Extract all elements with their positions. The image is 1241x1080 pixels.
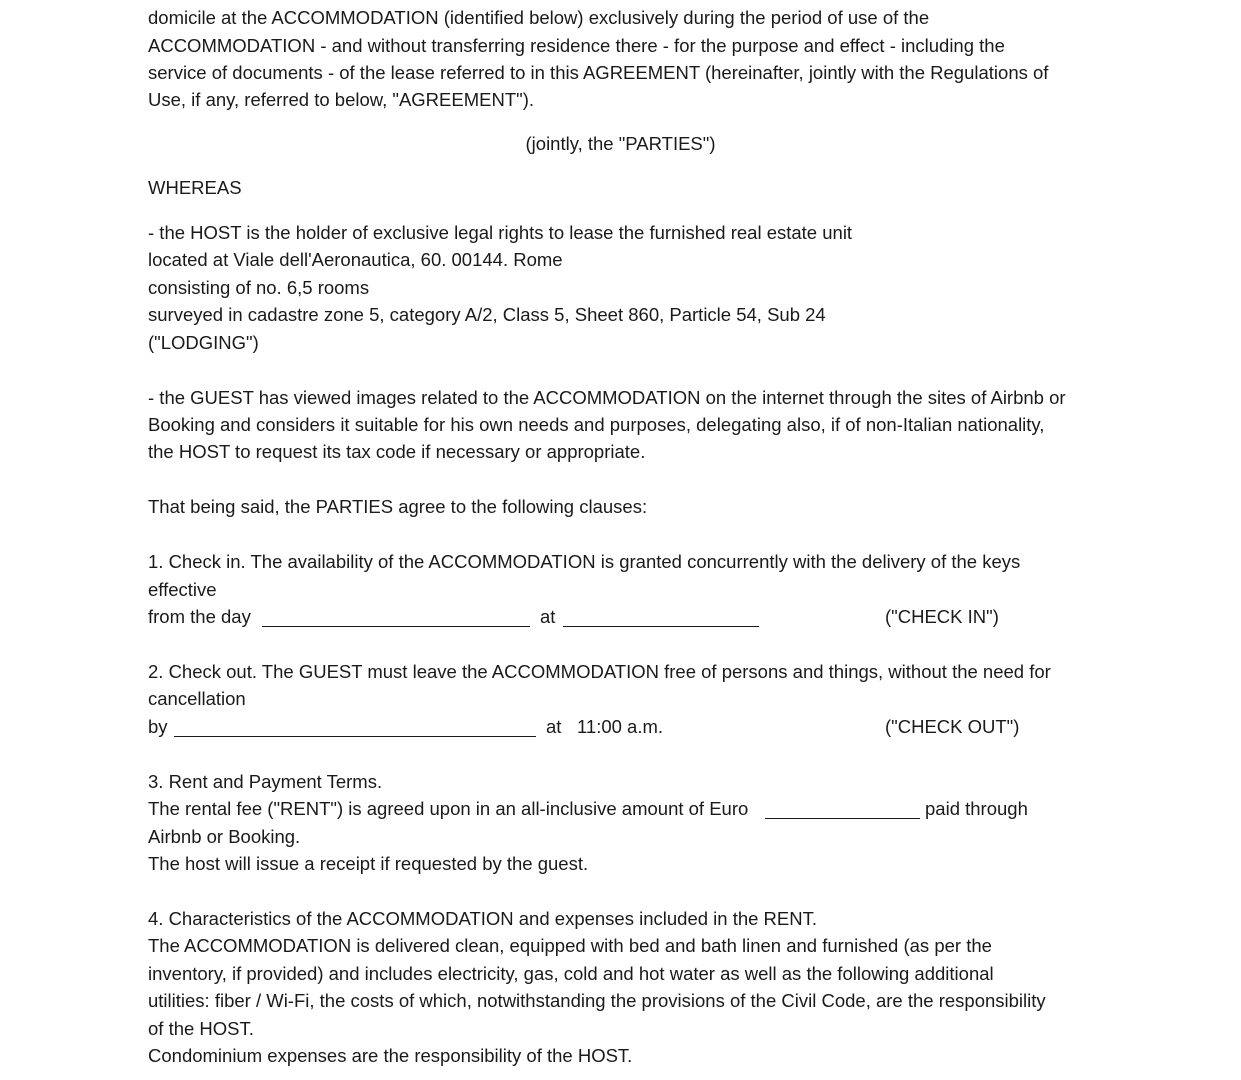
checkin-time-blank[interactable] (563, 610, 759, 627)
clause2-line: cancellation (148, 688, 246, 709)
clause2-by-label: by (148, 716, 168, 737)
clause4-line: The ACCOMMODATION is delivered clean, equipped with bed and bath linen and furnished (as per the (148, 935, 992, 956)
clause4-line: inventory, if provided) and includes electricity, gas, cold and hot water as well as the following additional (148, 963, 994, 984)
clause1-line: effective (148, 579, 217, 600)
clause1-from-label: from the day (148, 606, 251, 627)
intro-line: ACCOMMODATION - and without transferring residence there - for the purpose and effect - including the (148, 35, 1005, 56)
checkout-date-blank[interactable] (174, 720, 536, 737)
whereas-guest-line: the HOST to request its tax code if necessary or appropriate. (148, 441, 646, 462)
checkout-tag: ("CHECK OUT") (885, 716, 1020, 737)
clause4-line: Condominium expenses are the responsibility of the HOST. (148, 1045, 633, 1066)
intro-line: service of documents - of the lease referred to in this AGREEMENT (hereinafter, jointly with the Regulations of (148, 62, 1049, 83)
rent-amount-blank[interactable] (765, 802, 920, 819)
clause4-line: utilities: fiber / Wi-Fi, the costs of which, notwithstanding the provisions of the Civil Code, are the responsibility (148, 990, 1046, 1011)
clause2-at-label: at (546, 716, 562, 737)
intro-line: Use, if any, referred to below, "AGREEMENT"). (148, 89, 534, 110)
clause3-line: Airbnb or Booking. (148, 826, 301, 847)
whereas-host-line: consisting of no. 6,5 rooms (148, 277, 370, 298)
clause3-heading: 3. Rent and Payment Terms. (148, 771, 383, 792)
whereas-host-line: - the HOST is the holder of exclusive legal rights to lease the furnished real estate unit (148, 222, 853, 243)
clause4-heading: 4. Characteristics of the ACCOMMODATION and expenses included in the RENT. (148, 908, 818, 929)
clause3-line: The host will issue a receipt if requested by the guest. (148, 853, 589, 874)
clause1-line: 1. Check in. The availability of the ACCOMMODATION is granted concurrently with the delivery of the keys (148, 551, 1021, 572)
clause1-at-label: at (540, 606, 556, 627)
whereas-host-line: surveyed in cadastre zone 5, category A/2, Class 5, Sheet 860, Particle 54, Sub 24 (148, 304, 826, 325)
checkout-time: 11:00 a.m. (577, 716, 664, 737)
clause3-line: paid through (925, 798, 1028, 819)
clause4-line: of the HOST. (148, 1018, 254, 1039)
whereas-guest-line: - the GUEST has viewed images related to the ACCOMMODATION on the internet through the sites of Airbnb or (148, 387, 1066, 408)
intro-line: domicile at the ACCOMMODATION (identified below) exclusively during the period of use of the (148, 7, 930, 28)
agreement-intro: That being said, the PARTIES agree to the following clauses: (148, 496, 648, 517)
whereas-host-line: located at Viale dell'Aeronautica, 60. 00144. Rome (148, 249, 563, 270)
checkin-date-blank[interactable] (262, 610, 530, 627)
parties-label: (jointly, the "PARTIES") (525, 133, 716, 154)
whereas-heading: WHEREAS (148, 177, 242, 198)
whereas-host-line: ("LODGING") (148, 332, 259, 353)
clause2-line: 2. Check out. The GUEST must leave the ACCOMMODATION free of persons and things, without the need for (148, 661, 1051, 682)
checkin-tag: ("CHECK IN") (885, 606, 999, 627)
clause3-line: The rental fee ("RENT") is agreed upon in an all-inclusive amount of Euro (148, 798, 749, 819)
whereas-guest-line: Booking and considers it suitable for his own needs and purposes, delegating also, if of non-Italian nationality, (148, 414, 1045, 435)
